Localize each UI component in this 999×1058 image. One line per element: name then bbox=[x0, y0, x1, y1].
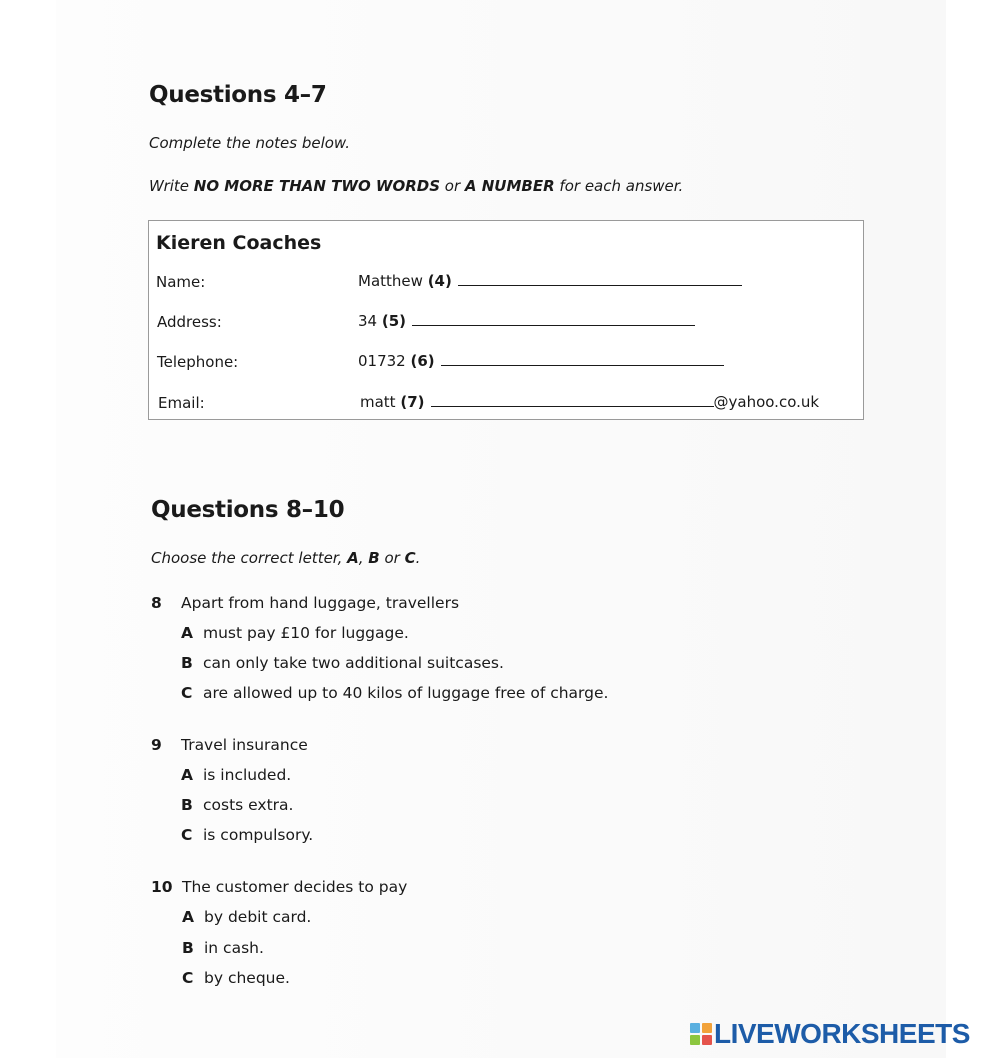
option-letter: B bbox=[182, 939, 194, 957]
question-text: The customer decides to pay bbox=[182, 878, 408, 896]
instruction-letter-c: C bbox=[404, 549, 416, 567]
notes-label-telephone: Telephone: bbox=[157, 353, 239, 371]
option-text: can only take two additional suitcases. bbox=[203, 654, 504, 672]
notes-prefix: matt bbox=[360, 393, 396, 411]
option-text: costs extra. bbox=[203, 796, 294, 814]
option-8-a[interactable] bbox=[181, 624, 409, 642]
option-text: in cash. bbox=[204, 939, 264, 957]
option-8-c[interactable] bbox=[181, 684, 608, 702]
option-letter: C bbox=[182, 969, 194, 987]
instruction-text: or bbox=[440, 177, 465, 195]
instruction-complete-notes: Complete the notes below. bbox=[149, 134, 350, 152]
notes-label-name: Name: bbox=[156, 273, 206, 291]
instruction-word-limit bbox=[149, 177, 683, 195]
question-number: 9 bbox=[151, 736, 162, 754]
option-text: by debit card. bbox=[204, 908, 312, 926]
instruction-text: . bbox=[415, 549, 421, 567]
instruction-text: Choose the correct letter, bbox=[151, 549, 348, 567]
instruction-text: or bbox=[379, 549, 405, 567]
question-number: 10 bbox=[151, 878, 173, 896]
answer-blank-7[interactable] bbox=[431, 394, 714, 407]
logo-square-4 bbox=[702, 1035, 712, 1045]
option-9-b[interactable] bbox=[181, 796, 293, 814]
instruction-letter-a: A bbox=[347, 549, 359, 567]
option-text: is included. bbox=[203, 766, 292, 784]
notes-row-email bbox=[360, 393, 819, 411]
option-letter: B bbox=[181, 796, 193, 814]
question-number: 8 bbox=[151, 594, 162, 612]
option-10-c[interactable] bbox=[182, 969, 290, 987]
notes-prefix: 01732 bbox=[358, 352, 406, 370]
option-letter: A bbox=[181, 624, 193, 642]
answer-blank-4[interactable] bbox=[458, 273, 742, 286]
logo-square-2 bbox=[702, 1023, 712, 1033]
option-10-b[interactable] bbox=[182, 939, 264, 957]
email-domain: @yahoo.co.uk bbox=[713, 393, 820, 411]
question-10 bbox=[151, 878, 407, 896]
option-10-a[interactable] bbox=[182, 908, 311, 926]
notes-row-address bbox=[358, 312, 695, 330]
logo-square-3 bbox=[690, 1035, 700, 1045]
question-9 bbox=[151, 736, 308, 754]
answer-blank-6[interactable] bbox=[441, 353, 724, 366]
question-text: Travel insurance bbox=[181, 736, 308, 754]
logo-square-1 bbox=[690, 1023, 700, 1033]
option-text: must pay £10 for luggage. bbox=[203, 624, 409, 642]
option-letter: A bbox=[182, 908, 194, 926]
instruction-text: for each answer. bbox=[554, 177, 684, 195]
question-8 bbox=[151, 594, 459, 612]
worksheet-page bbox=[56, 0, 946, 1058]
option-letter: A bbox=[181, 766, 193, 784]
notes-prefix: Matthew bbox=[358, 272, 423, 290]
instruction-choose-letter bbox=[151, 549, 420, 567]
option-letter: C bbox=[181, 826, 193, 844]
question-text: Apart from hand luggage, travellers bbox=[181, 594, 460, 612]
option-text: is compulsory. bbox=[203, 826, 314, 844]
section-heading-4-7: Questions 4–7 bbox=[149, 82, 327, 108]
question-number-7: (7) bbox=[400, 393, 425, 411]
question-number-5: (5) bbox=[381, 312, 407, 330]
instruction-bold-words: NO MORE THAN TWO WORDS bbox=[193, 177, 441, 195]
notes-title: Kieren Coaches bbox=[156, 232, 322, 254]
section-heading-8-10: Questions 8–10 bbox=[151, 497, 345, 523]
notes-prefix: 34 bbox=[358, 312, 378, 330]
logo-mark-icon bbox=[690, 1023, 712, 1045]
option-9-c[interactable] bbox=[181, 826, 313, 844]
instruction-bold-number: A NUMBER bbox=[464, 177, 555, 195]
question-number-4: (4) bbox=[427, 272, 452, 290]
option-letter: B bbox=[181, 654, 193, 672]
option-letter: C bbox=[181, 684, 193, 702]
notes-label-email: Email: bbox=[158, 394, 205, 412]
option-text: are allowed up to 40 kilos of luggage free of charge. bbox=[203, 684, 609, 702]
instruction-text: Write bbox=[149, 177, 194, 195]
instruction-letter-b: B bbox=[368, 549, 380, 567]
instruction-text: , bbox=[358, 549, 369, 567]
option-9-a[interactable] bbox=[181, 766, 291, 784]
question-number-6: (6) bbox=[410, 352, 435, 370]
answer-blank-5[interactable] bbox=[412, 313, 695, 326]
liveworksheets-logo[interactable] bbox=[690, 1018, 970, 1050]
notes-label-address: Address: bbox=[157, 313, 222, 331]
notes-row-name bbox=[358, 272, 742, 290]
logo-text: LIVEWORKSHEETS bbox=[714, 1018, 970, 1049]
option-8-b[interactable] bbox=[181, 654, 504, 672]
notes-row-telephone bbox=[358, 352, 724, 370]
option-text: by cheque. bbox=[204, 969, 290, 987]
